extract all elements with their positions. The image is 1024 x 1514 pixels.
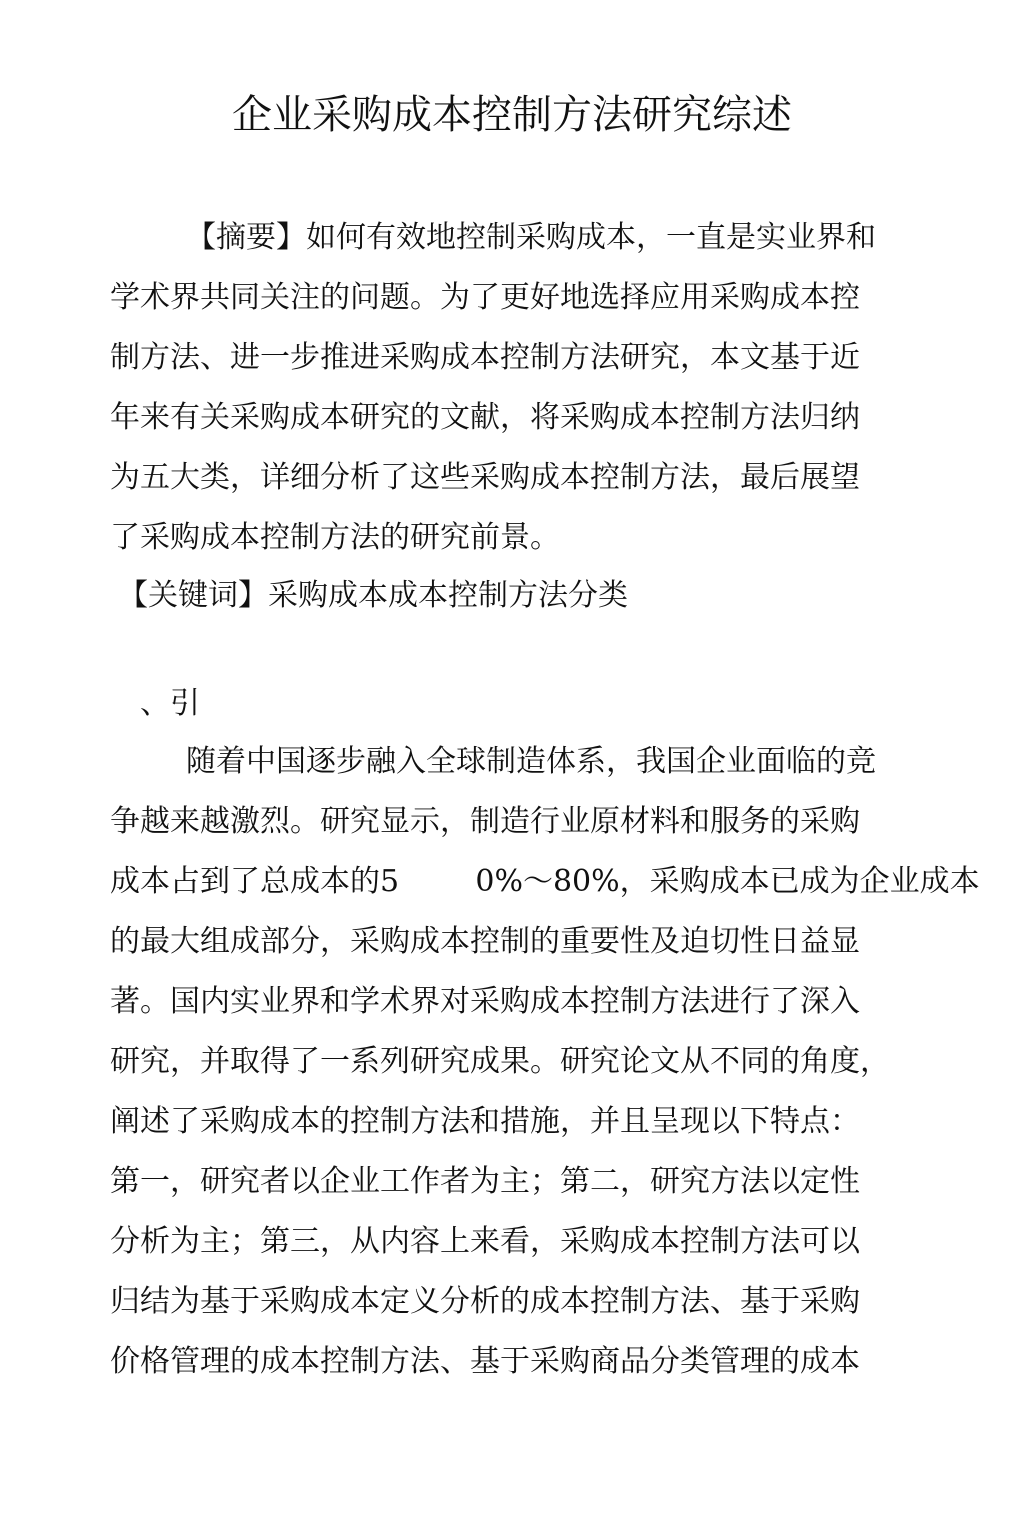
- body-line: 归结为基于采购成本定义分析的成本控制方法、基于采购: [110, 1284, 860, 1319]
- abstract-line: 学术界共同关注的问题。为了更好地选择应用采购成本控: [110, 280, 860, 315]
- keywords-line: 【关键词】采购成本成本控制方法分类: [118, 578, 628, 613]
- abstract-line: 【摘要】如何有效地控制采购成本，一直是实业界和: [186, 220, 876, 255]
- body-line: 成本占到了总成本的5 0%～80%，采购成本已成为企业成本: [110, 864, 980, 899]
- document-title: 企业采购成本控制方法研究综述: [232, 92, 792, 138]
- section-heading: 、引: [140, 686, 200, 721]
- abstract-line: 年来有关采购成本研究的文献，将采购成本控制方法归纳: [110, 400, 860, 435]
- body-line: 分析为主；第三，从内容上来看，采购成本控制方法可以: [110, 1224, 860, 1259]
- abstract-line: 为五大类，详细分析了这些采购成本控制方法，最后展望: [110, 460, 860, 495]
- body-line: 随着中国逐步融入全球制造体系，我国企业面临的竞: [186, 744, 876, 779]
- body-line: 价格管理的成本控制方法、基于采购商品分类管理的成本: [110, 1344, 860, 1379]
- body-line: 阐述了采购成本的控制方法和措施，并且呈现以下特点：: [110, 1104, 860, 1139]
- body-line: 著。国内实业界和学术界对采购成本控制方法进行了深入: [110, 984, 860, 1019]
- abstract-line: 制方法、进一步推进采购成本控制方法研究，本文基于近: [110, 340, 860, 375]
- body-line: 争越来越激烈。研究显示，制造行业原材料和服务的采购: [110, 804, 860, 839]
- body-line: 第一，研究者以企业工作者为主；第二，研究方法以定性: [110, 1164, 860, 1199]
- abstract-line: 了采购成本控制方法的研究前景。: [110, 520, 560, 555]
- body-line: 的最大组成部分，采购成本控制的重要性及迫切性日益显: [110, 924, 860, 959]
- body-line: 研究，并取得了一系列研究成果。研究论文从不同的角度，: [110, 1044, 890, 1079]
